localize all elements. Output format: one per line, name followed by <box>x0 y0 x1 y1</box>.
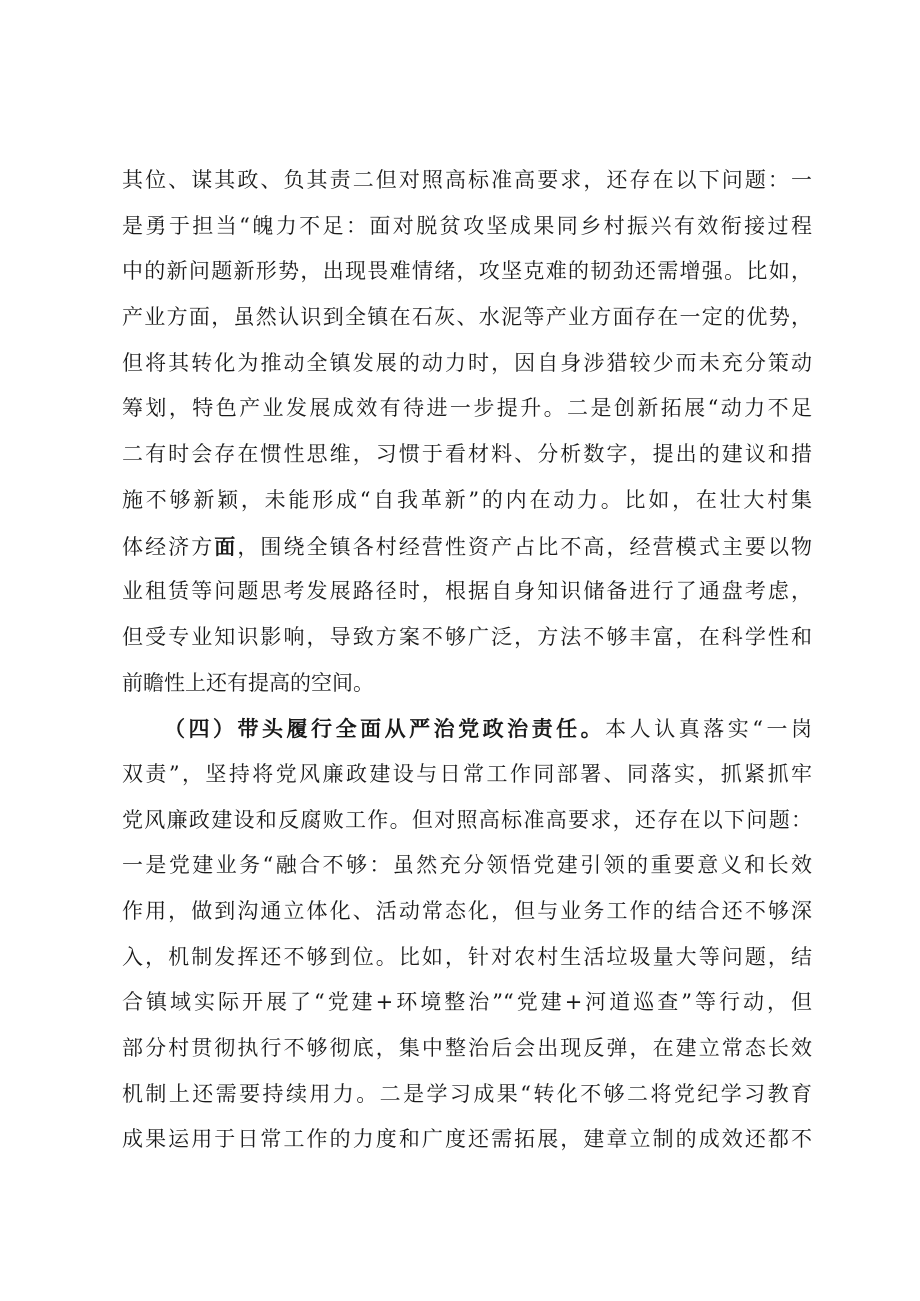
text-segment: 体经济方 <box>122 534 215 559</box>
text-line: 部分村贯彻执行不够彻底，集中整治后会出现反弹，在建立常态长效 <box>122 1036 812 1061</box>
body-text <box>122 158 812 1163</box>
text-line: 但受专业知识影响，导致方案不够广泛，方法不够丰富，在科学性和 <box>122 624 812 649</box>
text-segment: 本人认真落实“一岗 <box>605 717 812 742</box>
text-line: 是勇于担当“魄力不足：面对脱贫攻坚成果同乡村振兴有效衔接过程 <box>122 213 812 238</box>
section-heading-line <box>122 706 812 752</box>
bold-text-segment: 面 <box>214 533 238 559</box>
text-line: 二有时会存在惯性思维，习惯于看材料、分析数字，提出的建议和措 <box>122 442 812 467</box>
text-line: 筹划，特色产业发展成效有待进一步提升。二是创新拓展“动力不足 <box>122 396 812 421</box>
text-line: 作用，做到沟通立体化、活动常态化，但与业务工作的结合还不够深 <box>122 899 812 923</box>
section-heading: （四）带头履行全面从严治党政治责任。 <box>164 716 606 742</box>
text-line: 施不够新颖，未能形成“自我革新”的内在动力。比如，在壮大村集 <box>122 487 812 512</box>
text-segment: ，围绕全镇各村经营性资产占比不高，经营模式主要以物 <box>237 534 812 559</box>
text-line: 成果运用于日常工作的力度和广度还需拓展，建章立制的成效还都不 <box>122 1127 812 1152</box>
text-line: 产业方面，虽然认识到全镇在石灰、水泥等产业方面存在一定的优势， <box>122 305 812 330</box>
text-line: 其位、谋其政、负其责二但对照高标准高要求，还存在以下问题：一 <box>122 168 812 192</box>
text-line: 入，机制发挥还不够到位。比如，针对农村生活垃圾量大等问题，结 <box>122 944 812 969</box>
paragraph-last-line: 前瞻性上还有提高的空间。 <box>122 670 374 695</box>
text-line: 合镇域实际开展了“党建+环境整治”“党建+河道巡查”等行动，但 <box>122 990 812 1015</box>
text-line: 党风廉政建设和反腐败工作。但对照高标准高要求，还存在以下问题： <box>122 807 812 832</box>
text-line <box>122 524 812 570</box>
text-line: 机制上还需要持续用力。二是学习成果“转化不够二将党纪学习教育 <box>122 1081 812 1106</box>
text-line: 业租赁等问题思考发展路径时，根据自身知识储备进行了通盘考虑， <box>122 579 812 604</box>
text-line: 双责”，坚持将党风廉政建设与日常工作同部署、同落实，抓紧抓牢 <box>122 761 812 786</box>
text-line: 中的新问题新形势，出现畏难情绪，攻坚克难的韧劲还需增强。比如， <box>122 259 812 284</box>
text-line: 一是党建业务“融合不够：虽然充分领悟党建引领的重要意义和长效 <box>122 853 812 878</box>
text-line: 但将其转化为推动全镇发展的动力时，因自身涉猎较少而未充分策动 <box>122 350 812 375</box>
